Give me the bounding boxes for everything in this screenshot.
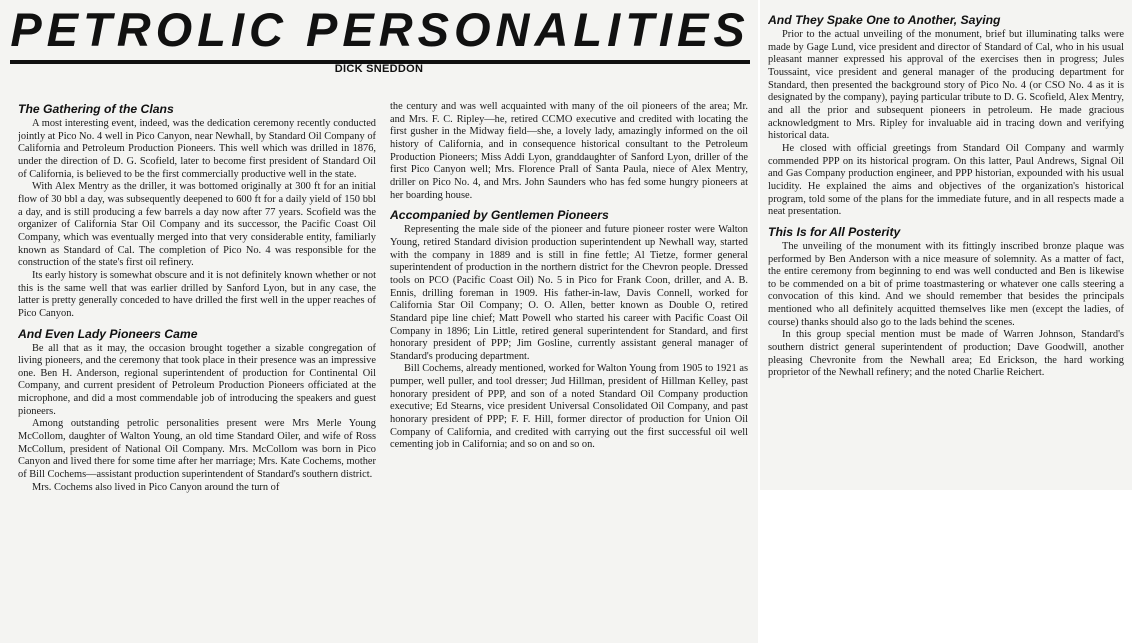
paragraph: Representing the male side of the pioneer and future pioneer roster were Walton Young, retired Standard division production superintendent up Newhall way, started with the company in 1889 and is still in fine fettle; Al Tietze, former general superintendent of production in the northern district for the Chevron people. Dressed tools on PCO (Pacific Coast Oil) No. 5 in Pico for Frank Coon, driller, and A. B. Ennis, drilling foreman in 1909. His father-in-law, Davis Connell, worked for California Star Oil Company; O. O. Allen, better known as Double O, retired Standard pipe line chief; Matt Powell who started his career with Pacific Coast Oil Company in 1896; Lin Little, retired general superintendent for Standard, and first honorary president of PPP; Jim Gosline, currently assistant general manager of Standard's producing department. (390, 224, 748, 362)
paragraph: In this group special mention must be made of Warren Johnson, Standard's southern district general superintendent of production; Dave Goodwill, another pleasing Chevronite from the Newhall area; Ed Erickson, the hard working proprietor of the Newhall refinery; and the noted Charlie Reichert. (768, 329, 1124, 379)
section-heading: The Gathering of the Clans (18, 102, 174, 116)
text-column-1 (18, 98, 376, 643)
paragraph: Its early history is somewhat obscure and it is not definitely known whether or not this is the same well that was earlier drilled by Sanford Lyon, but in any case, the latter is pretty generally conceded to have drilled the first well in the upper reaches of Pico Canyon. (18, 269, 376, 319)
masthead (10, 2, 750, 64)
paragraph: Among outstanding petrolic personalities present were Mrs Merle Young McCollom, daughter of Walton Young, an old time Standard Oiler, and wife of Ross McCollum, president of National Oil Company. Mrs. McCollom was born in Pico Canyon and lived there for some time after her marriage; Mrs. Kate Cochems, mother of Bill Cochems—assistant production superintendent of Standard's southern district. (18, 418, 376, 481)
paragraph: A most interesting event, indeed, was the dedication ceremony recently conducted jointly at Pico No. 4 well in Pico Canyon, near Newhall, by Standard Oil Company of California and Petroleum Production Pioneers. This well which was drilled in 1876, under the direction of D. G. Scofield, later to become first president of Standard Oil of California, is believed to be the first commercially productive well in the state. (18, 118, 376, 180)
section-heading: This Is for All Posterity (768, 224, 901, 239)
author-byline: DICK SNEDDON (334, 63, 424, 75)
section-heading: Accompanied by Gentlemen Pioneers (390, 208, 609, 223)
paragraph: He closed with official greetings from Standard Oil Company and warmly commended PPP on its historical program. On this latter, Paul Andrews, Signal Oil and Gas Company production engineer, and PPP historian, expounded with his usual lucidity. He explained the aims and objectives of the organization's historical program, told some of the plans for the immediate future, and in all respects made a neat presentation. (768, 142, 1124, 218)
paragraph: Be all that as it may, the occasion brought together a sizable congregation of living pioneers, and the ceremony that took place in their presence was an impressive one. Ben H. Anderson, regional superintendent of production for Continental Oil Company, and current president of Petroleum Production Pioneers officiated at the microphone, and did a most commendable job of introducing the speakers and guest pioneers. (18, 342, 376, 417)
paragraph-continued: the century and was well acquainted with many of the oil pioneers of the area; Mr. and Mrs. F. C. Ripley—he, retired CCMO executive and credited with locating the first gusher in the Midway field—she, a lovely lady, amazingly informed on the oil history of California, and in consequence historical consultant to the Petroleum Production Pioneers; Miss Addi Lyon, granddaughter of Sanford Lyon, driller of the first Pico Canyon well; Mrs. Florence Prall of Santa Paula, niece of Alex Mentry, driller on Pico No. 4, and Mrs. John Saunders who has fed some hungry pioneers at her boarding house. (390, 101, 748, 201)
paragraph: With Alex Mentry as the driller, it was bottomed originally at 300 ft for an initial flow of 30 bbl a day, was subsequently deepened to 600 ft for a daily yield of 150 bbl a day, and is still producing a few barrels a day now after 77 years. Scofield was the organizer of California Star Oil Company and its successor, the Pacific Coast Oil Company, which was eventually merged into that very considerable entity, familiarly known as Standard of Cal. The completion of Pico No. 4 was responsible for the construction of the state's first oil refinery. (18, 181, 376, 269)
paragraph: Prior to the actual unveiling of the monument, brief but illuminating talks were made by Gage Lund, vice president and director of Standard of Cal, who in his usual pleasant manner expressed his approval of the exercises then in progress; Jules Toussaint, vice president and general manager of the producing department for Standard, then presented the background story of Pico No. 4 (or CSO No. 4 as it is designated by the company), paying particular tribute to D. G. Scofield, Alex Mentry, and all the prior and subsequent pioneers in petroleum. He made gracious acknowledgment to Mrs. Ripley for invaluable aid in tracing down and verifying historical data. (768, 29, 1124, 142)
section-heading: And Even Lady Pioneers Came (18, 326, 198, 341)
article-title: PETROLIC PERSONALITIES (10, 3, 750, 56)
text-column-3 (768, 9, 1124, 489)
text-column-2 (390, 101, 748, 581)
paragraph: Mrs. Cochems also lived in Pico Canyon around the turn of (32, 481, 280, 493)
paragraph: The unveiling of the monument with its fittingly inscribed bronze plaque was performed by Ben Anderson with a nice measure of solemnity. As a matter of fact, the entire ceremony from beginning to end was well conducted and Ben is likewise to be commended on a bit of prime toastmastering or whatever one calls steering a convocation of this kind. And we should remember that besides the principals mentioned who all definitely acquitted themselves like men (except the ladies, of course) thanks should also go to the lads behind the scenes. (768, 240, 1124, 328)
section-heading: And They Spake One to Another, Saying (768, 13, 1001, 27)
paragraph: Bill Cochems, already mentioned, worked for Walton Young from 1905 to 1921 as pumper, well puller, and tool dresser; Jud Hillman, president of Hillman Kelley, past honorary president of PPP, and son of a noted Standard Oil Company production executive; Ed Stearns, vice president Universal Consolidated Oil Company, and past honorary president of PPP; F. F. Hill, former director of production for Union Oil Company of California, and credited with carrying out the first successful oil well cementing job in California; and so on and so on. (390, 363, 748, 451)
